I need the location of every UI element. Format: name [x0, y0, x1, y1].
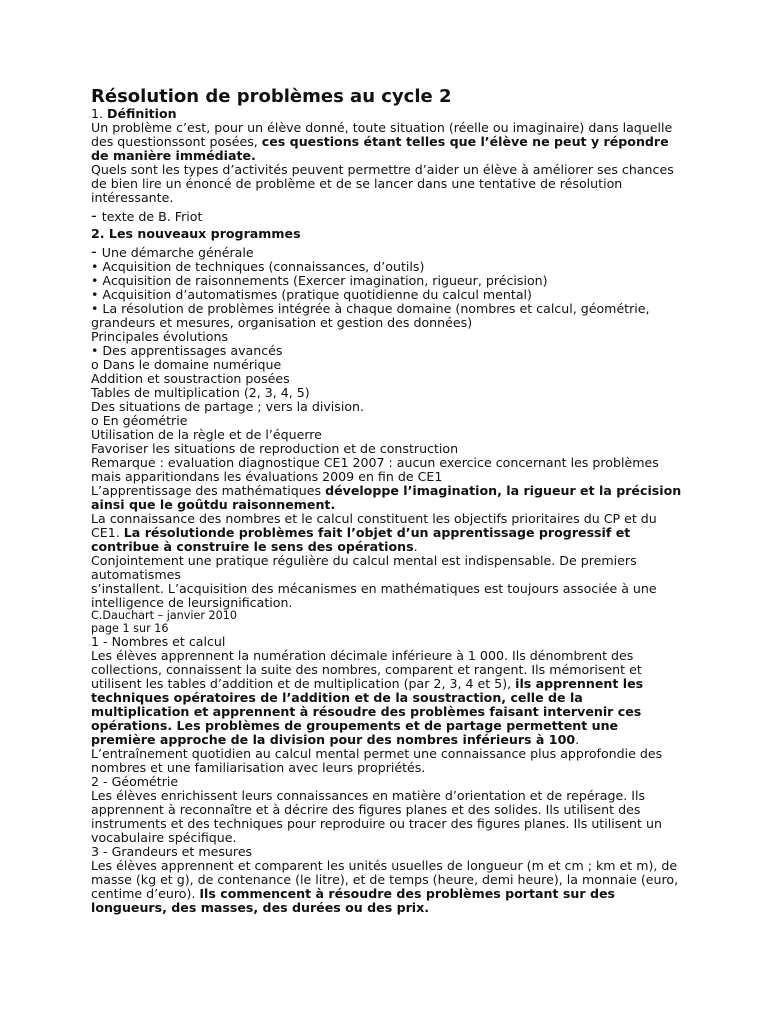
definition-paragraph [91, 121, 683, 163]
document-page [91, 87, 683, 915]
apprentissage-paragraph [91, 484, 683, 512]
section-nombres-paragraph [91, 649, 683, 747]
connaissance-emphasis: La résolutionde problèmes fait l’objet d’un apprentissage progressif et contribue à construire le sens des opérations [91, 525, 631, 554]
dash-item-friot [91, 206, 683, 225]
activities-paragraph: Quels sont les types d’activités peuvent permettre d’aider un élève à améliorer ses chances de bien lire un énoncé de problème et de se lancer dans une tentative de résolution intéressante. [91, 162, 674, 205]
connaissance-end: . [413, 539, 418, 554]
evolution-item: • Des apprentissages avancés [91, 343, 283, 358]
section-heading-grandeurs: 3 - Grandeurs et mesures [91, 844, 253, 859]
bullet-item: • Acquisition de raisonnements (Exercer imagination, rigueur, précision) [91, 273, 548, 288]
definition-number: 1. [91, 106, 108, 121]
section-geometrie-paragraph: Les élèves enrichissent leurs connaissances en matière d’orientation et de repérage. Ils apprennent à reconnaître et à décrire des figures planes et des solides. Ils utilisent des instruments et des techniques pour reproduire ou tracer des figures planes. Ils utilisent un vocabulaire spécifique. [91, 788, 662, 845]
definition-emphasis: ces questions étant telles que l’élève ne peut y répondre de manière immédiate. [91, 134, 669, 163]
dash-mark: - [91, 242, 97, 261]
footer-author: C.Dauchart – janvier 2010 [91, 609, 238, 622]
evolution-item: Des situations de partage ; vers la division. [91, 399, 365, 414]
apprentissage-text: L’apprentissage des mathématiques [91, 483, 326, 498]
section-grandeurs-paragraph [91, 859, 683, 915]
evolution-item: o Dans le domaine numérique [91, 357, 282, 372]
evolution-item: Tables de multiplication (2, 3, 4, 5) [91, 385, 310, 400]
section-grandeurs-emphasis: Ils commencent à résoudre des problèmes portant sur des longueurs, des masses, des durées ou des prix. [91, 886, 616, 915]
bullet-item: • La résolution de problèmes intégrée à chaque domaine (nombres et calcul, géométrie, grandeurs et mesures, organisation et gestion des données) [91, 301, 650, 330]
dash-item-demarche [91, 242, 683, 261]
evolution-item: Favoriser les situations de reproduction et de construction [91, 441, 459, 456]
mecanismes-paragraph: s’installent. L’acquisition des mécanismes en mathématiques est toujours associée à une intelligence de leursignification. [91, 581, 657, 610]
section-nombres-end: . [575, 732, 580, 747]
programmes-heading-text: 2. Les nouveaux programmes [91, 226, 301, 241]
bullet-item: • Acquisition de techniques (connaissances, d’outils) [91, 259, 425, 274]
bullet-item: • Acquisition d’automatismes (pratique quotidienne du calcul mental) [91, 287, 532, 302]
connaissance-text: La connaissance des nombres et le calcul constituent les objectifs prioritaires du CP et du CE1. [91, 511, 657, 540]
section-grandeurs-text: Les élèves apprennent et comparent les unités usuelles de longueur (m et cm ; km et m), de masse (kg et g), de contenance (le litre), et de temps (heure, demi heure), la monnaie (euro, centime d’euro). [91, 858, 679, 901]
section-nombres-emphasis: ils apprennent les techniques opératoires de l’addition et de la soustraction, celle de la multiplication et apprennent à résoudre des problèmes faisant intervenir ces opérations. Les problèmes de groupements et de partage permettent une première approche de la division pour des nombres inférieurs à 100 [91, 676, 644, 747]
definition-text: Un problème c’est, pour un élève donné, toute situation (réelle ou imaginaire) dans laquelle des questionssont posées, [91, 120, 673, 149]
dash-mark: - [91, 206, 97, 225]
calcul-mental-paragraph: L’entraînement quotidien au calcul mental permet une connaissance plus approfondie des nombres et une familiarisation avec leurs propriétés. [91, 746, 663, 775]
definition-heading [91, 107, 683, 121]
evolution-item: Utilisation de la règle et de l’équerre [91, 427, 322, 442]
definition-heading-text: Définition [107, 106, 177, 121]
page-title: Résolution de problèmes au cycle 2 [91, 86, 452, 107]
connaissance-paragraph [91, 512, 683, 554]
apprentissage-emphasis: développe l’imagination, la rigueur et la précision ainsi que le goûtdu raisonnement. [91, 483, 682, 512]
programmes-heading [91, 227, 683, 241]
section-heading-nombres: 1 - Nombres et calcul [91, 634, 226, 649]
section-heading-geometrie: 2 - Géométrie [91, 774, 179, 789]
dash-item-text: texte de B. Friot [101, 209, 203, 224]
evolution-item: o En géométrie [91, 413, 188, 428]
dash-item-text: Une démarche générale [101, 245, 254, 260]
footer-page-number: page 1 sur 16 [91, 621, 169, 635]
remarque-paragraph: Remarque : evaluation diagnostique CE1 2007 : aucun exercice concernant les problèmes mais apparitiondans les évaluations 2009 en fin de CE1 [91, 455, 659, 484]
section-nombres-text: Les élèves apprennent la numération décimale inférieure à 1 000. Ils dénombrent des collections, connaissent la suite des nombres, comparent et rangent. Ils mémorisent et utilisent les tables d’addition et de multiplication (par 2, 3, 4 et 5), [91, 648, 642, 691]
evolutions-heading: Principales évolutions [91, 329, 229, 344]
evolution-item: Addition et soustraction posées [91, 371, 290, 386]
calcul-mental-line: Conjointement une pratique régulière du calcul mental est indispensable. De premiers automatismes [91, 553, 637, 582]
